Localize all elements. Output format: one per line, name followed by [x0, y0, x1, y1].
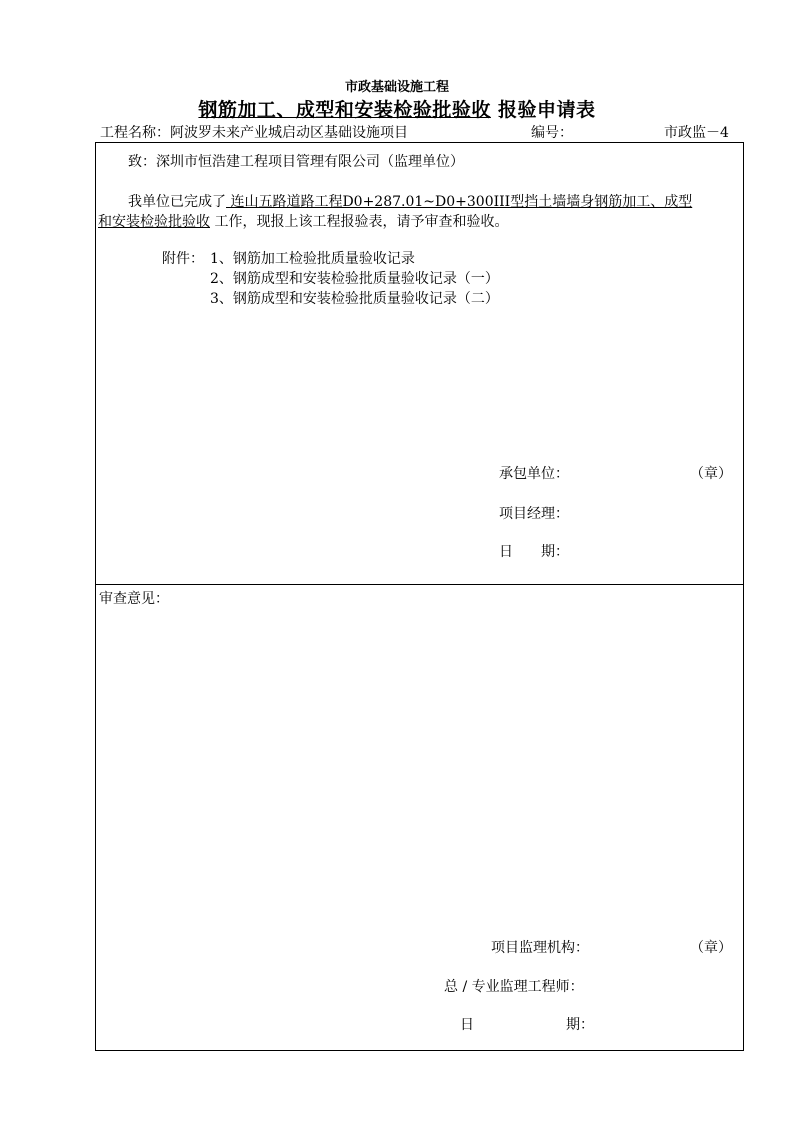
form-title	[0, 95, 794, 122]
attachment-item-1: 1、钢筋加工检验批质量验收记录	[210, 251, 415, 267]
supervising-engineer-label: 总 / 专业监理工程师：	[444, 979, 584, 995]
request-date-label: 日 期：	[499, 544, 569, 560]
project-manager-label: 项目经理：	[499, 506, 569, 522]
review-section	[95, 584, 744, 1051]
request-body-line-1	[128, 191, 692, 211]
project-name: 阿波罗未来产业城启动区基础设施项目	[170, 125, 408, 141]
review-date-label-period: 期：	[566, 1017, 594, 1033]
review-opinion-label: 审查意见：	[99, 591, 169, 607]
form-subtitle: 市政基础设施工程	[344, 80, 449, 95]
request-body-suffix: 工作，现报上该工程报验表，请予审查和验收。	[210, 214, 509, 230]
attachment-item-2: 2、钢筋成型和安装检验批质量验收记录（一）	[210, 271, 499, 287]
addressee-line: 致：深圳市恒浩建工程项目管理有限公司（监理单位）	[128, 154, 464, 170]
request-body-prefix: 我单位已完成了	[128, 194, 226, 210]
form-title-suffix: 报验申请表	[490, 99, 596, 121]
number-label: 编号：	[531, 125, 573, 141]
supervision-seal: （章）	[690, 940, 732, 956]
work-description-1: 连山五路道路工程D0+287.01~D0+300III型挡土墙墙身钢筋加工、成型	[226, 194, 693, 210]
contractor-label: 承包单位：	[499, 466, 569, 482]
request-body-line-2	[98, 211, 508, 231]
work-description-2: 和安装检验批验收	[98, 214, 210, 230]
form-code: 市政监－4	[664, 125, 729, 141]
project-label: 工程名称：	[100, 125, 170, 141]
contractor-seal: （章）	[690, 466, 732, 482]
supervision-agency-label: 项目监理机构：	[491, 940, 589, 956]
form-title-main: 钢筋加工、成型和安装检验批验收	[198, 99, 491, 121]
project-name-row	[100, 122, 408, 142]
attachments-label: 附件：	[162, 251, 204, 267]
attachment-item-3: 3、钢筋成型和安装检验批质量验收记录（二）	[210, 291, 499, 307]
review-date-label-day: 日	[460, 1017, 474, 1033]
